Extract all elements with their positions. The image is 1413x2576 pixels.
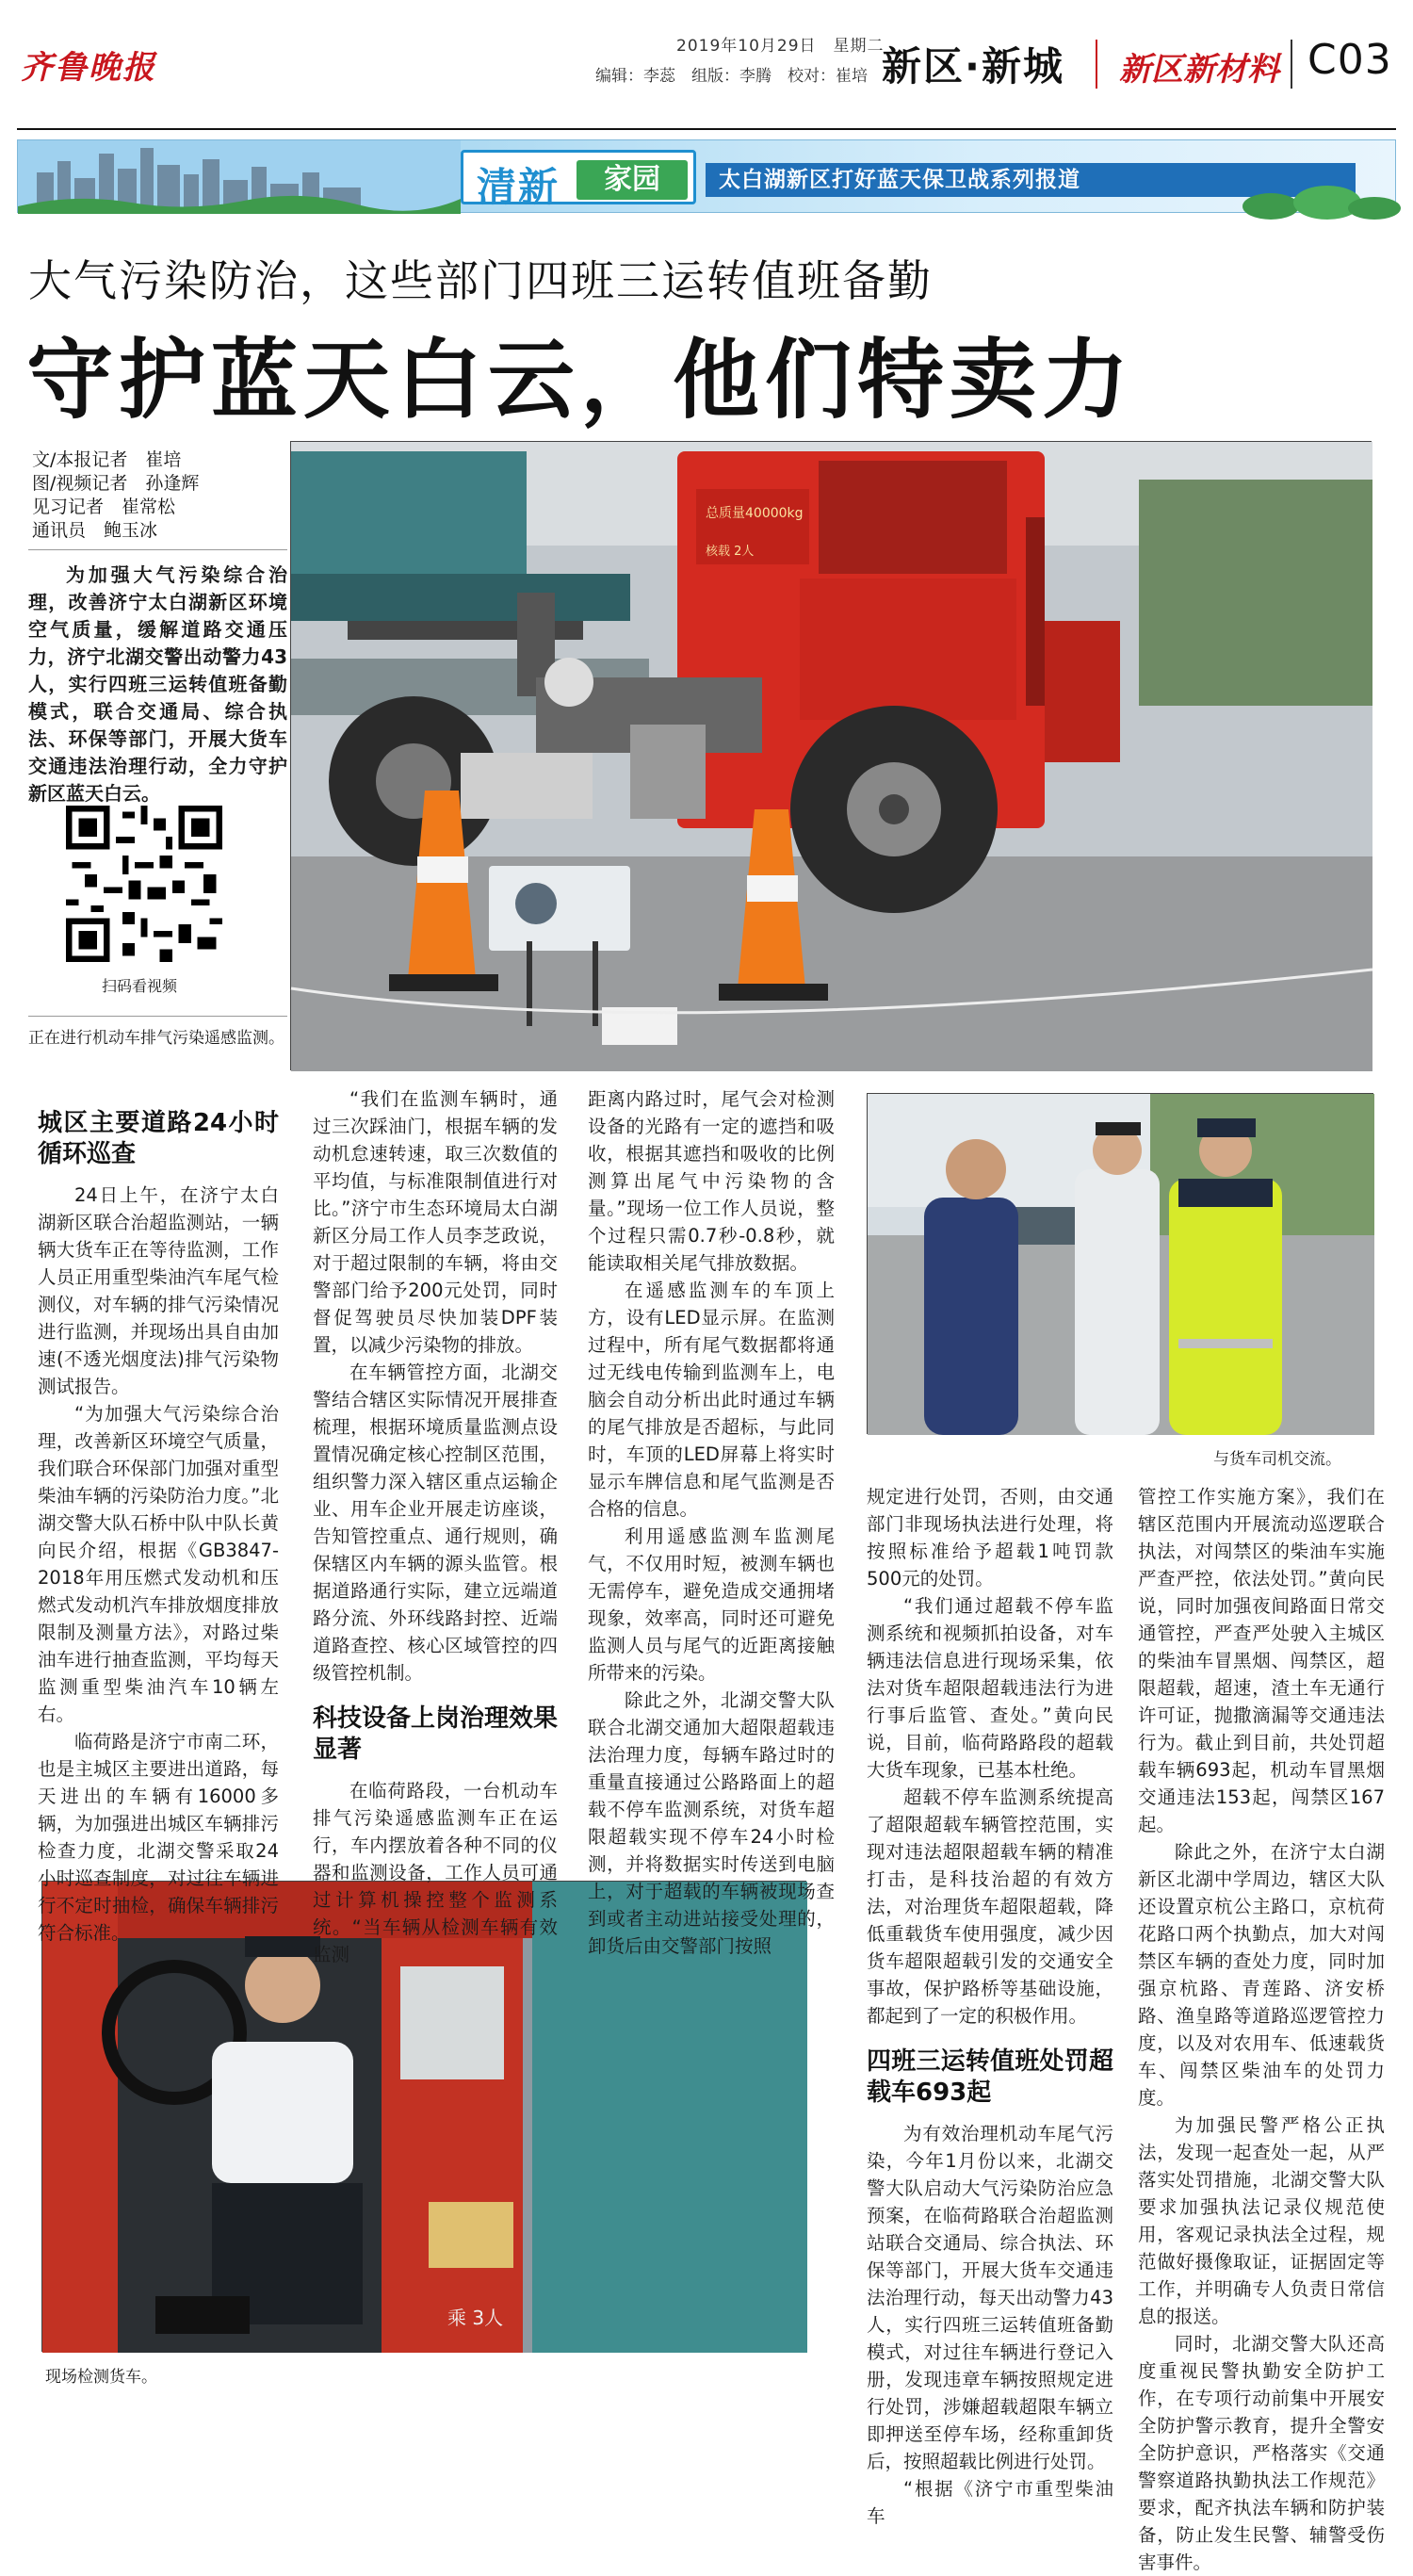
truck-door-text: 总质量40000kg [706,506,804,521]
cab-seat-text: 乘 3人 [447,2307,504,2329]
truck-photo-illustration [291,442,1372,1071]
article-paragraph: 在遥感监测车的车顶上方，设有LED显示屏。在监测过程中，所有尾气数据都将通过无线电传输到监测车上，电脑会自动分析出此时通过车辆的尾气排放是否超标，与此同时，车顶的LED屏幕上将实时显示车牌信息和尾气监测是否合格的信息。 [588,1280,835,1520]
subheading: 四班三运转值班处罚超载车693起 [867,2047,1113,2107]
article-column-3 [588,1085,835,1960]
section-logo: 新区新材料 [1119,51,1279,89]
photo-officer-driver [867,1093,1373,1434]
series-tag-a: 清新 [477,164,560,210]
article-paragraph: “为加强大气污染综合治理，改善新区环境空气质量，我们联合环保部门加强对重型柴油车辆的污染防治力度。”北湖交警大队石桥中队中队长黄向民介绍，根据《GB3847-2018年用压燃式发动机和压燃式发动机汽车排放烟度排放限制及测量方法》，对路过柴油车进行抽查监测，平均每天监测重型柴油汽车10辆左右。 [38,1403,279,1725]
page-divider [1291,40,1292,89]
article-paragraph: 同时，北湖交警大队还高度重视民警执勤安全防护工作，在专项行动前集中开展安全防护警示教育，提升全警安全防护意识，严格落实《交通警察道路执勤执法工作规范》要求，配齐执法车辆和防护装备，防止发生民警、辅警受伤害事件。 [1138,2333,1385,2573]
article-paragraph: “根据《济宁市重型柴油车 [867,2478,1113,2527]
article-paragraph: 在临荷路段，一台机动车排气污染遥感监测车正在运行，车内摆放着各种不同的仪器和监测设备，工作人员可通过计算机操控整个监测系统。“当车辆从检测车辆有效监测 [313,1780,558,1965]
byline-divider [28,549,287,550]
page-number: C03 [1307,36,1392,84]
series-tag [461,150,696,210]
byline-line: 通讯员 鲍玉冰 [32,520,158,541]
article-paragraph: 在车辆管控方面，北湖交警结合辖区实际情况开展排查梳理，根据环境质量监测点设置情况确定核心控制区范围，组织警力深入辖区重点运输企业、用车企业开展走访座谈，告知管控重点、通行规则，确保辖区内车辆的源头监管。根据道路通行实际，建立远端道路分流、外环线路封控、近端道路查控、核心区域管控的四级管控机制。 [313,1361,558,1684]
subheading: 科技设备上岗治理效果显著 [313,1704,559,1764]
article-column-5 [1138,1483,1385,2576]
series-subtitle: 太白湖新区打好蓝天保卫战系列报道 [706,163,1356,197]
byline-line: 见习记者 崔常松 [32,497,176,517]
article-paragraph: 临荷路是济宁市南二环，也是主城区主要进出道路，每天进出的车辆有16000多辆，为加强进出城区车辆排污检查力度，北湖交警采取24小时巡查制度，对过往车辆进行不定时抽检，确保车辆排污符合标准。 [38,1731,279,1944]
headline-main: 守护蓝天白云，他们特卖力 [26,330,1135,431]
truck-plate-text: 核载 2人 [706,545,755,559]
article-paragraph: “我们通过超载不停车监测系统和视频抓拍设备，对车辆违法信息进行现场采集，依法对货车超限超载违法行为进行事后监管、查处。”黄向民说，目前，临荷路路段的超载大货车现象，已基本杜绝。 [867,1595,1113,1781]
byline-line: 图/视频记者 孙逢辉 [32,473,200,494]
masthead-rule [17,128,1396,130]
qr-code-icon[interactable] [66,806,222,962]
headline-kicker: 大气污染防治，这些部门四班三运转值班备勤 [28,255,933,306]
photo-caption: 与货车司机交流。 [1213,1450,1341,1469]
article-paragraph: 24日上午，在济宁太白湖新区联合治超监测站，一辆辆大货车正在等待监测，工作人员正用重型柴油汽车尾气检测仪，对车辆的排气污染情况进行监测，并现场出具自由加速(不透光烟度法)排气污染物测试报告。 [38,1184,279,1397]
city-skyline-icon [18,140,461,214]
article-paragraph: 除此之外，在济宁太白湖新区北湖中学周边，辖区大队还设置京杭公主路口，京杭荷花路口两个执勤点，加大对闯禁区车辆的查处力度，同时加强京杭路、青莲路、济安桥路、渔皇路等道路巡逻管控力度，以及对农用车、低速载货车、闯禁区柴油车的处罚力度。 [1138,1841,1385,2109]
article-paragraph: 除此之外，北湖交警大队联合北湖交通加大超限超载违法治理力度，每辆车路过时的重量直接通过公路路面上的超载不停车监测系统，对货车超限超载实现不停车24小时检测，并将数据实时传送到电脑上，对于超载的车辆被现场查到或者主动进站接受处理的，卸货后由交警部门按照 [588,1689,835,1957]
article-paragraph: 管控工作实施方案》，我们在辖区范围内开展流动巡逻联合执法，对闯禁区的柴油车实施严查严控，依法处罚。”黄向民说，同时加强夜间路面日常交通管控，严查严处驶入主城区的柴油车冒黑烟、闯禁区，超限超载，超速，渣土车无通行许可证，抛撒滴漏等交通违法行为。截止到目前，共处罚超载车辆693起，机动车冒黑烟交通违法153起，闯禁区167起。 [1138,1486,1385,1835]
article-paragraph: 为有效治理机动车尾气污染，今年1月份以来，北湖交警大队启动大气污染防治应急预案，在临荷路联合治超监测站联合交通局、综合执法、环保等部门，开展大货车交通违法治理行动，每天出动警力43人，实行四班三运转值班备勤模式，对过往车辆进行登记入册，发现违章车辆按照规定进行处罚，涉嫌超载超限车辆立即押送至停车场，经称重卸货后，按照超载比例进行处罚。 [867,2123,1113,2472]
section-divider [1096,40,1097,89]
series-banner [17,139,1396,213]
series-tag-b: 家园 [577,160,688,200]
date-line: 2019年10月29日 星期二 [676,37,885,56]
byline [32,448,291,543]
tree-icon [1242,182,1397,214]
photo-caption: 现场检测货车。 [45,2368,157,2387]
caption-divider [28,1016,287,1017]
editor-line: 编辑：李蕊 组版：李腾 校对：崔培 [595,67,868,86]
lead-paragraph: 为加强大气污染综合治理，改善济宁太白湖新区环境空气质量，缓解道路交通压力，济宁北湖交警出动警力43人，实行四班三运转值班备勤模式，联合交通局、综合执法、环保等部门，开展大货车交通违法治理行动，全力守护新区蓝天白云。 [28,563,287,805]
byline-line: 文/本报记者 崔培 [32,449,182,470]
main-photo-truck-monitoring [290,441,1372,1070]
subheading: 城区主要道路24小时循环巡查 [38,1109,279,1168]
section-title: 新区·新城 [882,43,1064,90]
photo-caption: 正在进行机动车排气污染遥感监测。 [28,1029,284,1048]
newspaper-logo: 齐鲁晚报 [21,49,156,87]
article-paragraph: 超载不停车监测系统提高了超限超载车辆管控范围，实现对违法超限超载车辆的精准打击，是科技治超的有效方法，对治理货车超限超载，降低重载货车使用强度，减少因货车超限超载引发的交通安全事故，保护路桥等基础设施，都起到了一定的积极作用。 [867,1786,1113,2027]
article-column-4 [867,1483,1113,2530]
article-column-1 [38,1104,279,1947]
article-paragraph: 为加强民警严格公正执法，发现一起查处一起，从严落实处罚措施，北湖交警大队要求加强执法记录仪规范使用，客观记录执法全过程，规范做好摄像取证，证据固定等工作，并明确专人负责日常信息的报送。 [1138,2114,1385,2327]
article-paragraph: “我们在监测车辆时，通过三次踩油门，根据车辆的发动机怠速转速，取三次数值的平均值，与标准限制值进行对比。”济宁市生态环境局太白湖新区分局工作人员李芝政说，对于超过限制的车辆，将由交警部门给予200元处罚，同时督促驾驶员尽快加装DPF装置，以减少污染物的排放。 [313,1088,558,1356]
article-paragraph: 规定进行处罚，否则，由交通部门非现场执法进行处理，将按照标准给予超载1吨罚款500元的处罚。 [867,1486,1113,1590]
qr-caption: 扫码看视频 [102,977,178,995]
article-column-2 [313,1085,558,1968]
article-paragraph: 距离内路过时，尾气会对检测设备的光路有一定的遮挡和吸收，根据其遮挡和吸收的比例测算出尾气中污染物的含量。”现场一位工作人员说，整个过程只需0.7秒-0.8秒，就能读取相关尾气排放数据。 [588,1088,835,1274]
article-paragraph: 利用遥感监测车监测尾气，不仅用时短，被测车辆也无需停车，避免造成交通拥堵现象，效率高，同时还可避免监测人员与尾气的近距离接触所带来的污染。 [588,1525,835,1684]
officer-photo-illustration [868,1094,1374,1435]
